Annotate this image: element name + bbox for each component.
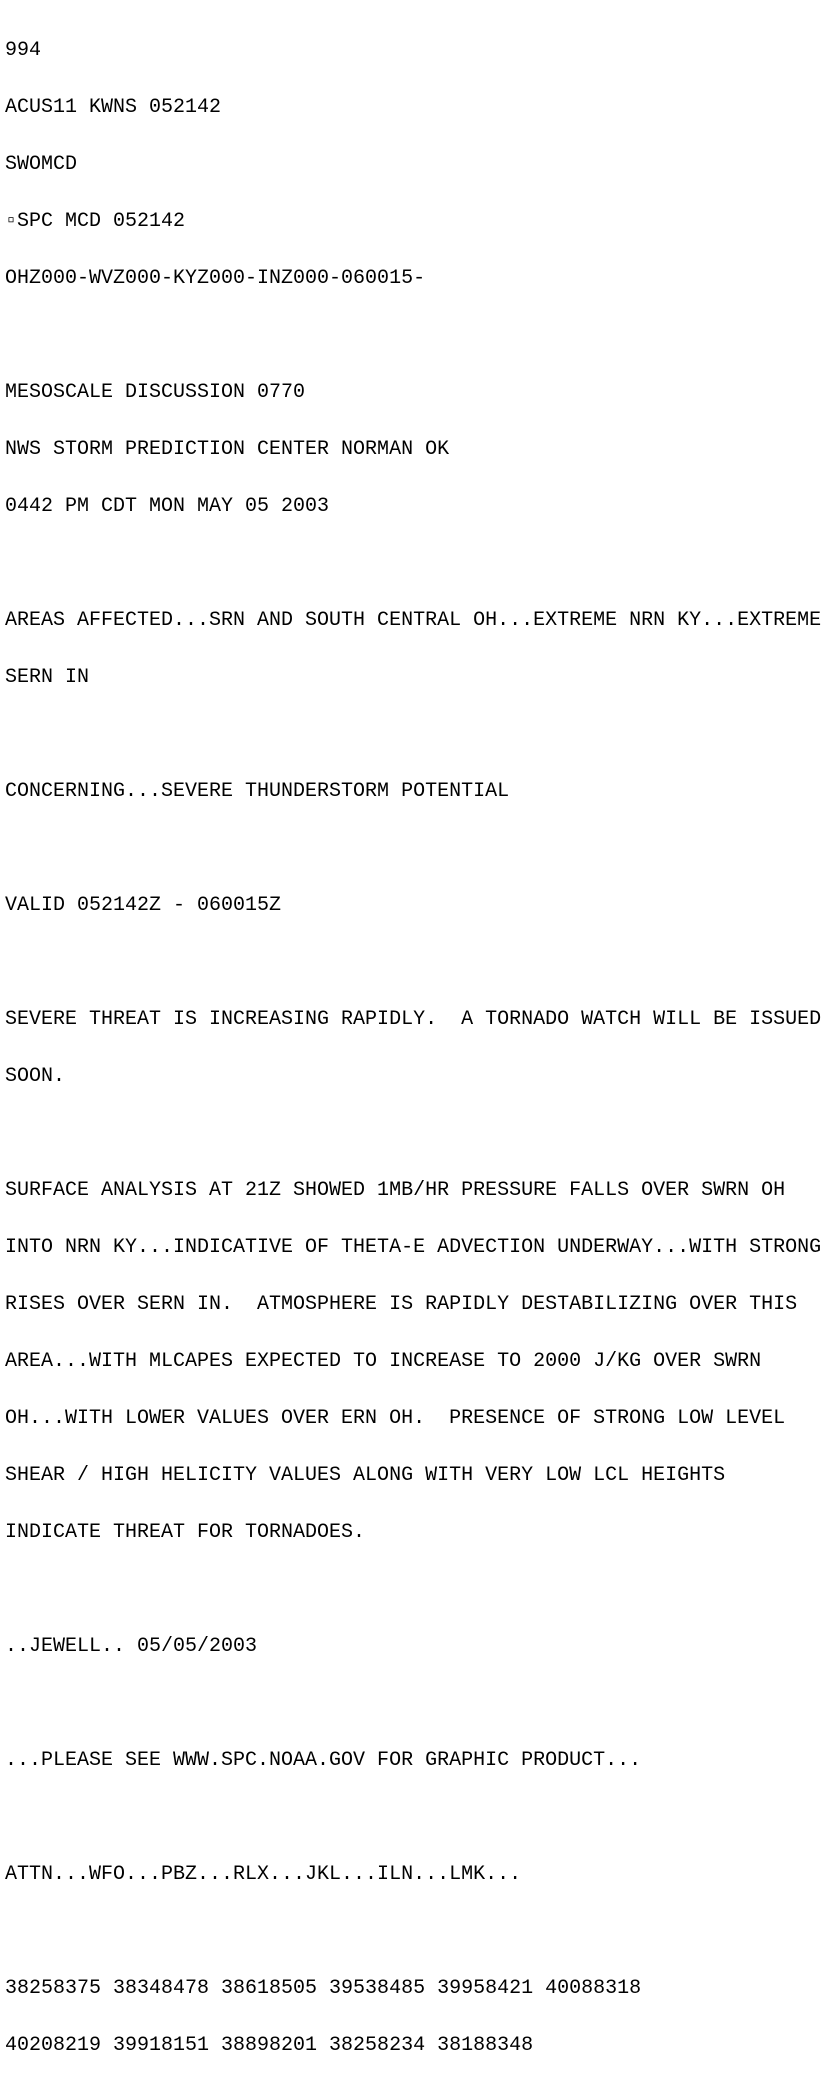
areas-affected-continued-line: SERN IN: [5, 666, 90, 689]
discussion-paragraph-line: SHEAR / HIGH HELICITY VALUES ALONG WITH VERY LOW LCL HEIGHTS: [5, 1464, 726, 1487]
wmo-header-line: ACUS11 KWNS 052142: [5, 96, 222, 119]
discussion-paragraph-line: RISES OVER SERN IN. ATMOSPHERE IS RAPIDLY DESTABILIZING OVER THIS: [5, 1293, 798, 1316]
summary-line: SEVERE THREAT IS INCREASING RAPIDLY. A TORNADO WATCH WILL BE ISSUED: [5, 1008, 822, 1031]
blank-line: [5, 1922, 825, 1941]
lat-lon-coordinates-line: 38258375 38348478 38618505 39538485 39958421 40088318: [5, 1977, 642, 2000]
concerning-line: CONCERNING...SEVERE THUNDERSTORM POTENTIAL: [5, 780, 510, 803]
lat-lon-coordinates-line: 40208219 39918151 38898201 38258234 38188348: [5, 2034, 534, 2057]
blank-line: [5, 1694, 825, 1713]
blank-line: [5, 1580, 825, 1599]
blank-line: [5, 953, 825, 972]
blank-line: [5, 554, 825, 573]
blank-line: [5, 326, 825, 345]
blank-line: [5, 1124, 825, 1143]
discussion-paragraph-line: INTO NRN KY...INDICATIVE OF THETA-E ADVECTION UNDERWAY...WITH STRONG: [5, 1236, 822, 1259]
discussion-paragraph-line: OH...WITH LOWER VALUES OVER ERN OH. PRESENCE OF STRONG LOW LEVEL: [5, 1407, 786, 1430]
areas-affected-line: AREAS AFFECTED...SRN AND SOUTH CENTRAL OH...EXTREME NRN KY...EXTREME: [5, 609, 822, 632]
blank-line: [5, 839, 825, 858]
forecaster-signature-line: ..JEWELL.. 05/05/2003: [5, 1635, 258, 1658]
valid-time-line: VALID 052142Z - 060015Z: [5, 894, 282, 917]
blank-line: [5, 725, 825, 744]
awips-id-line: SWOMCD: [5, 153, 78, 176]
discussion-title: MESOSCALE DISCUSSION 0770: [5, 381, 306, 404]
spc-mcd-line: ▫SPC MCD 052142: [5, 210, 186, 233]
blank-line: [5, 1808, 825, 1827]
product-id-line: 994: [5, 39, 42, 62]
discussion-paragraph-line: SURFACE ANALYSIS AT 21Z SHOWED 1MB/HR PRESSURE FALLS OVER SWRN OH: [5, 1179, 786, 1202]
attention-offices-line: ATTN...WFO...PBZ...RLX...JKL...ILN...LMK...: [5, 1863, 522, 1886]
issuing-office-line: NWS STORM PREDICTION CENTER NORMAN OK: [5, 438, 450, 461]
discussion-paragraph-line: AREA...WITH MLCAPES EXPECTED TO INCREASE TO 2000 J/KG OVER SWRN: [5, 1350, 762, 1373]
discussion-paragraph-line: INDICATE THREAT FOR TORNADOES.: [5, 1521, 366, 1544]
issue-time-line: 0442 PM CDT MON MAY 05 2003: [5, 495, 330, 518]
graphic-product-note-line: ...PLEASE SEE WWW.SPC.NOAA.GOV FOR GRAPHIC PRODUCT...: [5, 1749, 642, 1772]
ugc-zones-line: OHZ000-WVZ000-KYZ000-INZ000-060015-: [5, 267, 426, 290]
summary-continued-line: SOON.: [5, 1065, 66, 1088]
